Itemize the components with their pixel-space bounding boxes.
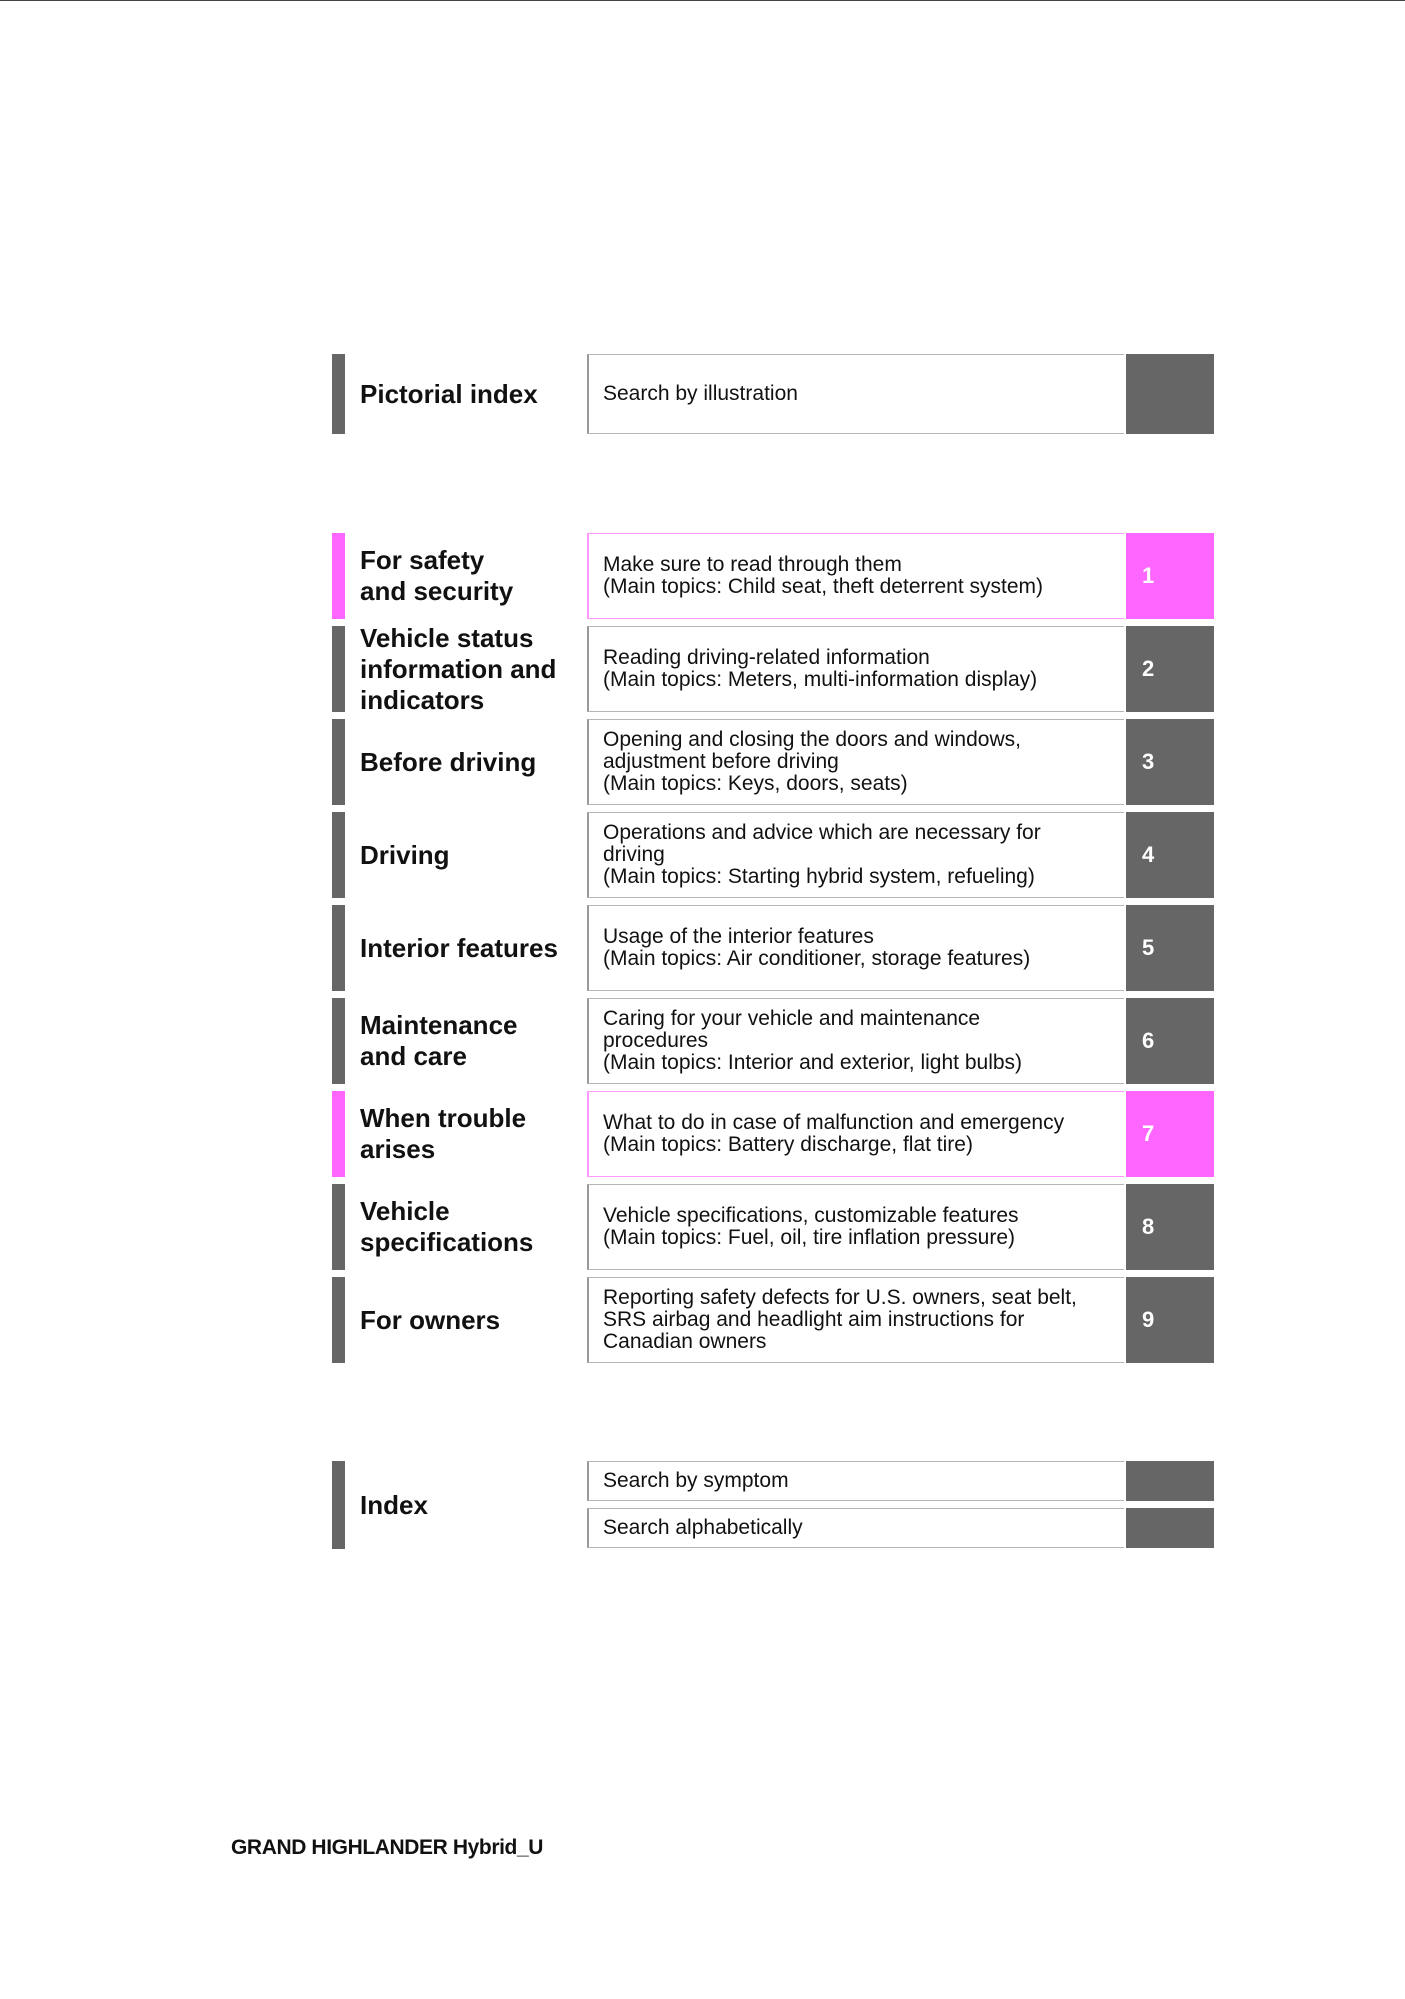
section-description[interactable]: Search by illustration xyxy=(587,354,1124,434)
top-rule xyxy=(0,0,1405,1)
chapter-row-2[interactable] xyxy=(332,622,1214,715)
index-item-tab[interactable] xyxy=(1126,1461,1214,1501)
chapter-title: When trouble arises xyxy=(360,1103,527,1164)
chapter-description[interactable]: Make sure to read through them (Main topics: Child seat, theft deterrent system) xyxy=(587,533,1124,619)
section-stripe xyxy=(332,1277,345,1363)
chapter-tab-number[interactable]: 9 xyxy=(1126,1277,1214,1363)
section-stripe xyxy=(332,719,345,805)
chapter-description[interactable]: Vehicle specifications, customizable features (Main topics: Fuel, oil, tire inflation pressure) xyxy=(587,1184,1124,1270)
chapter-row-7[interactable] xyxy=(332,1091,1214,1177)
section-title: Pictorial index xyxy=(360,378,538,409)
index-item-tab[interactable] xyxy=(1126,1508,1214,1548)
section-stripe xyxy=(332,812,345,898)
chapter-title: Vehicle specifications xyxy=(360,1196,534,1257)
chapter-title: Vehicle status information and indicators xyxy=(360,622,557,715)
pictorial-index-row[interactable] xyxy=(332,354,1214,434)
chapter-description[interactable]: Usage of the interior features (Main topics: Air conditioner, storage features) xyxy=(587,905,1124,991)
chapter-title: Maintenance and care xyxy=(360,1010,518,1071)
chapter-description[interactable]: What to do in case of malfunction and emergency (Main topics: Battery discharge, flat tire) xyxy=(587,1091,1124,1177)
index-title: Index xyxy=(360,1489,428,1520)
chapter-row-1[interactable] xyxy=(332,533,1214,619)
section-stripe xyxy=(332,1184,345,1270)
section-stripe xyxy=(332,905,345,991)
footer-model-name: GRAND HIGHLANDER Hybrid_U xyxy=(231,1836,544,1859)
chapter-row-8[interactable] xyxy=(332,1184,1214,1270)
section-stripe xyxy=(332,998,345,1084)
chapter-row-4[interactable] xyxy=(332,812,1214,898)
chapter-description[interactable]: Caring for your vehicle and maintenance procedures (Main topics: Interior and exterior, light bulbs) xyxy=(587,998,1124,1084)
chapter-tab-number[interactable]: 4 xyxy=(1126,812,1214,898)
chapter-description[interactable]: Reporting safety defects for U.S. owners, seat belt, SRS airbag and headlight aim instructions for Canadian owners xyxy=(587,1277,1124,1363)
index-item-symptom[interactable] xyxy=(587,1461,1214,1501)
chapter-description[interactable]: Reading driving-related information (Main topics: Meters, multi-information display) xyxy=(587,626,1124,712)
section-stripe xyxy=(332,626,345,712)
chapter-title: Driving xyxy=(360,839,450,870)
chapter-tab-number[interactable]: 5 xyxy=(1126,905,1214,991)
index-item-label[interactable]: Search by symptom xyxy=(587,1461,1124,1501)
index-section xyxy=(332,1461,1214,1549)
chapter-tab-number[interactable]: 8 xyxy=(1126,1184,1214,1270)
chapter-title: For owners xyxy=(360,1304,501,1335)
chapter-tab-number[interactable]: 7 xyxy=(1126,1091,1214,1177)
chapter-tab-number[interactable]: 1 xyxy=(1126,533,1214,619)
section-stripe xyxy=(332,533,345,619)
chapter-title: Before driving xyxy=(360,746,537,777)
chapter-description[interactable]: Opening and closing the doors and windows, adjustment before driving (Main topics: Keys, doors, seats) xyxy=(587,719,1124,805)
chapter-row-6[interactable] xyxy=(332,998,1214,1084)
chapter-row-5[interactable] xyxy=(332,905,1214,991)
section-stripe xyxy=(332,1461,345,1549)
chapter-row-3[interactable] xyxy=(332,719,1214,805)
chapter-tab-number[interactable]: 2 xyxy=(1126,626,1214,712)
chapter-row-9[interactable] xyxy=(332,1277,1214,1363)
section-stripe xyxy=(332,1091,345,1177)
index-item-label[interactable]: Search alphabetically xyxy=(587,1508,1124,1548)
chapter-tab-number[interactable]: 6 xyxy=(1126,998,1214,1084)
section-stripe xyxy=(332,354,345,434)
section-tab[interactable] xyxy=(1126,354,1214,434)
chapter-description[interactable]: Operations and advice which are necessary for driving (Main topics: Starting hybrid system, refueling) xyxy=(587,812,1124,898)
index-item-alphabetical[interactable] xyxy=(587,1508,1214,1548)
chapter-title: For safety and security xyxy=(360,545,514,606)
chapter-title: Interior features xyxy=(360,932,558,963)
chapter-tab-number[interactable]: 3 xyxy=(1126,719,1214,805)
